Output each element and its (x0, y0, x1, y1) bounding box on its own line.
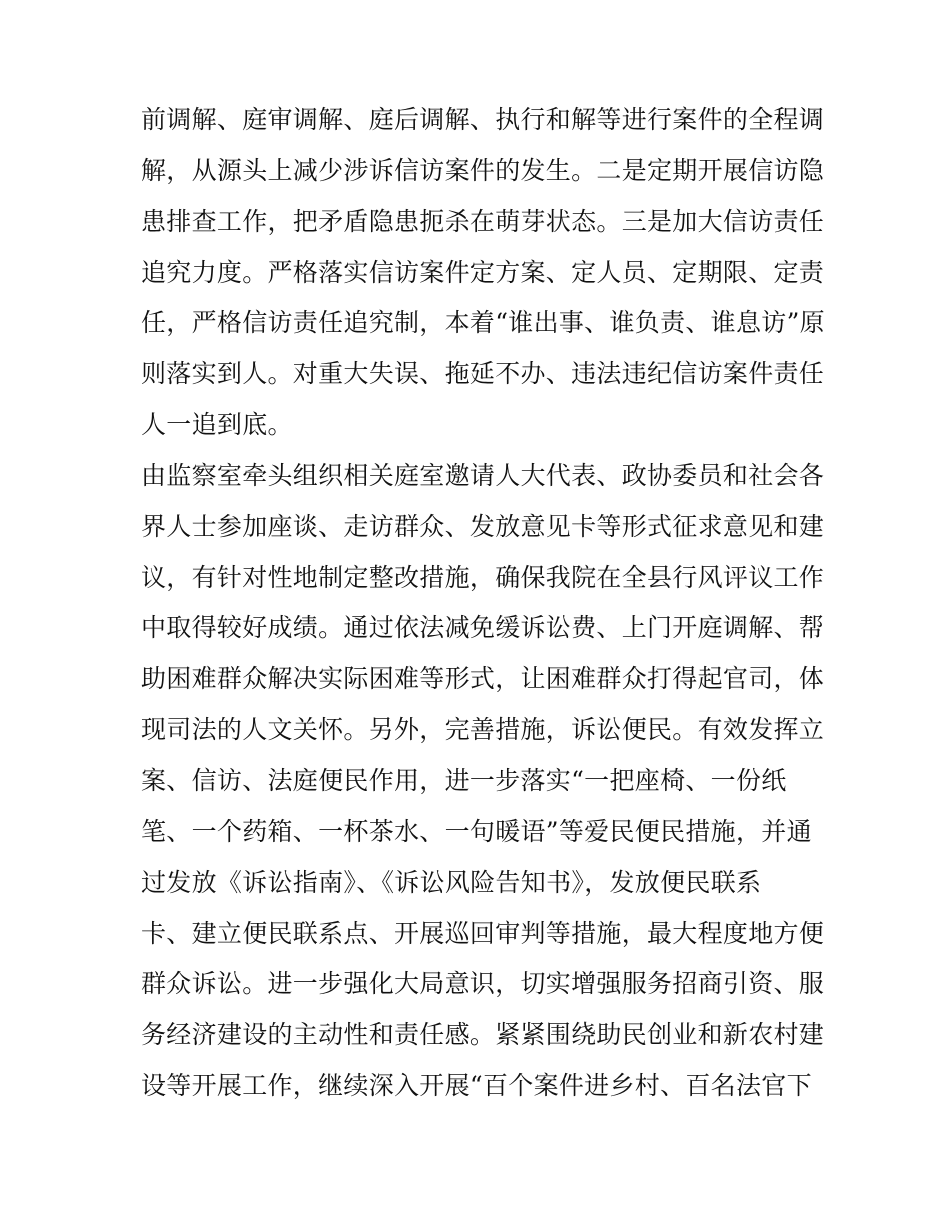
text-line: 现司法的人文关怀。另外，完善措施，诉讼便民。有效发挥立 (141, 715, 825, 745)
text-line: 助困难群众解决实际困难等形式，让困难群众打得起官司，体 (141, 664, 825, 694)
text-line: 中取得较好成绩。通过依法减免缓诉讼费、上门开庭调解、帮 (141, 613, 825, 643)
text-line: 笔、一个药箱、一杯茶水、一句暖语”等爱民便民措施，并通 (141, 816, 812, 846)
text-line: 务经济建设的主动性和责任感。紧紧围绕助民创业和新农村建 (141, 1020, 825, 1050)
text-line: 患排查工作，把矛盾隐患扼杀在萌芽状态。三是加大信访责任 (141, 206, 825, 236)
text-line: 人一追到底。 (141, 410, 293, 440)
text-line: 卡、建立便民联系点、开展巡回审判等措施，最大程度地方便 (141, 918, 825, 948)
text-line: 议，有针对性地制定整改措施，确保我院在全县行风评议工作 (141, 562, 825, 592)
text-line: 界人士参加座谈、走访群众、发放意见卡等形式征求意见和建 (141, 511, 825, 541)
text-line: 前调解、庭审调解、庭后调解、执行和解等进行案件的全程调 (141, 105, 825, 134)
text-line: 案、信访、法庭便民作用，进一步落实“一把座椅、一份纸 (141, 765, 787, 795)
text-line: 任，严格信访责任追究制，本着“谁出事、谁负责、谁息访”原 (141, 308, 825, 338)
text-line: 则落实到人。对重大失误、拖延不办、违法违纪信访案件责任 (141, 359, 825, 389)
text-line: 由监察室牵头组织相关庭室邀请人大代表、政协委员和社会各 (141, 460, 825, 490)
document-body (141, 105, 825, 1124)
text-line: 追究力度。严格落实信访案件定方案、定人员、定期限、定责 (141, 257, 825, 287)
text-line: 设等开展工作，继续深入开展“百个案件进乡村、百名法官下 (141, 1071, 812, 1101)
text-line: 过发放《诉讼指南》、《诉讼风险告知书》，发放便民联系 (141, 867, 762, 897)
text-line: 解，从源头上减少涉诉信访案件的发生。二是定期开展信访隐 (141, 155, 825, 185)
text-line: 群众诉讼。进一步强化大局意识，切实增强服务招商引资、服 (141, 969, 825, 999)
